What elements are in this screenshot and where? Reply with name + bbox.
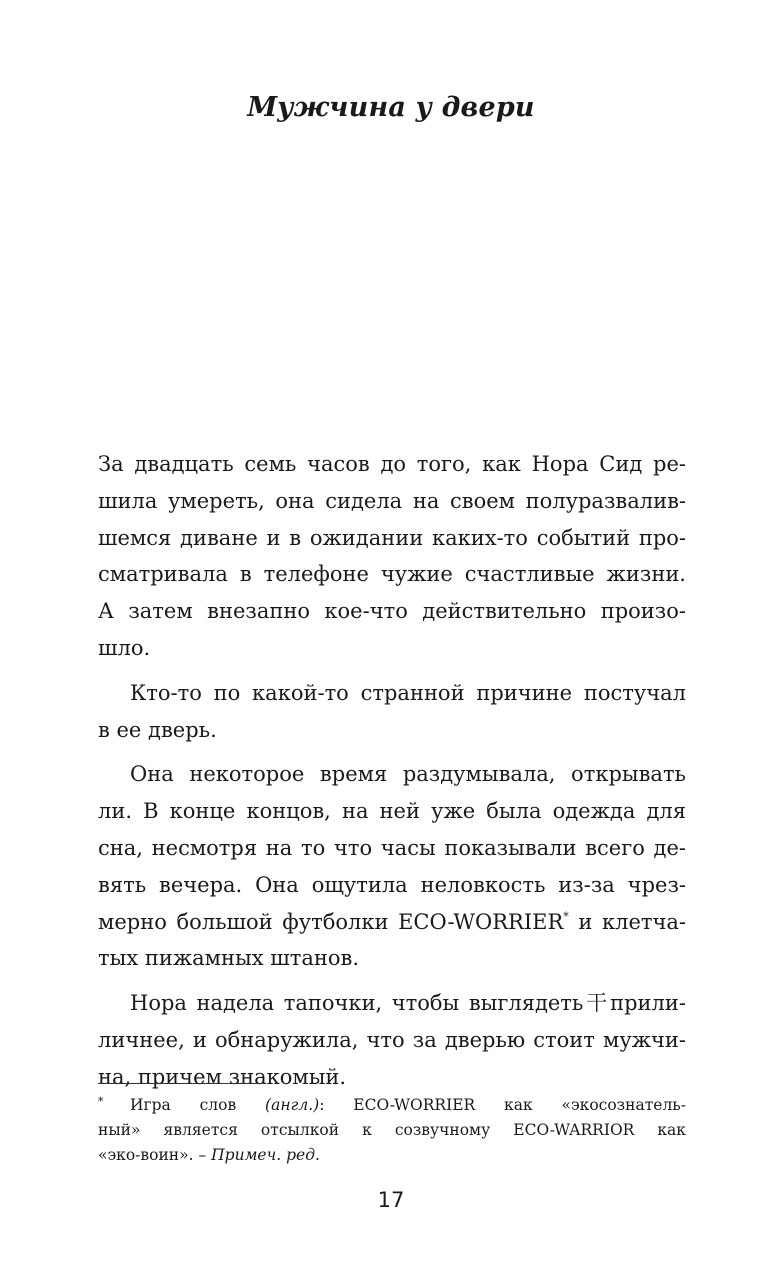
text-line: шемся диване и в ожидании каких-то событий про-: [98, 525, 686, 550]
text-segment-italic: Примеч. ред.: [211, 1146, 320, 1164]
text-line: Нора надела тапочки, чтобы выглядеть干прили-: [130, 991, 686, 1016]
footnote-mark: *: [98, 1095, 104, 1108]
text-line: на, причем знакомый.: [98, 1064, 347, 1089]
text-line: Кто-то по какой-то странной причине постучал: [130, 680, 686, 705]
paragraph-1: [98, 446, 686, 667]
text-segment: Игра слов: [130, 1096, 266, 1114]
text-segment: : ECO-WORRIER как «экосознатель-: [319, 1096, 686, 1114]
text-segment: «эко-воин». –: [98, 1146, 212, 1164]
text-segment-italic: (англ.): [265, 1096, 320, 1114]
chapter-title: Мужчина у двери: [247, 92, 535, 123]
footnote-reference-mark: *: [563, 909, 569, 923]
footnote: [98, 1093, 686, 1168]
text-line: ли. В конце концов, на ней уже была одежда для: [98, 799, 686, 824]
text-line: в ее дверь.: [98, 717, 217, 742]
paragraph-3: [98, 756, 686, 977]
paragraph-4: [98, 985, 686, 1095]
page-number: 17: [377, 1188, 405, 1212]
text-line: За двадцать семь часов до того, как Нора Сид ре-: [98, 452, 686, 476]
text-line-with-footnote-mark: [98, 904, 686, 941]
text-line: А затем внезапно кое-что действительно произо-: [98, 599, 686, 624]
text-line: сматривала в телефоне чужие счастливые жизни.: [98, 562, 686, 587]
footnote-line: [98, 1093, 686, 1118]
text-segment: мерно большой футболки ECO-WORRIER: [98, 909, 564, 934]
text-line: личнее, и обнаружила, что за дверью стоит мужчи-: [98, 1027, 686, 1052]
footnote-line: ный» является отсылкой к созвучному ECO-WARRIOR как: [98, 1121, 686, 1139]
text-segment: и клетча-: [568, 909, 686, 934]
text-line: Она некоторое время раздумывала, открывать: [130, 762, 686, 787]
text-line: вять вечера. Она ощутила неловкость из-за чрез-: [98, 872, 686, 897]
text-line: тых пижамных штанов.: [98, 946, 360, 971]
text-line: шло.: [98, 635, 151, 660]
text-line: шила умереть, она сидела на своем полуразвалив-: [98, 488, 686, 513]
footnote-divider: [98, 1083, 262, 1084]
paragraph-2: [98, 675, 686, 749]
chapter-body: [98, 446, 686, 1104]
footnote-line: [98, 1143, 686, 1168]
text-line: сна, несмотря на то что часы показывали всего де-: [98, 835, 686, 860]
